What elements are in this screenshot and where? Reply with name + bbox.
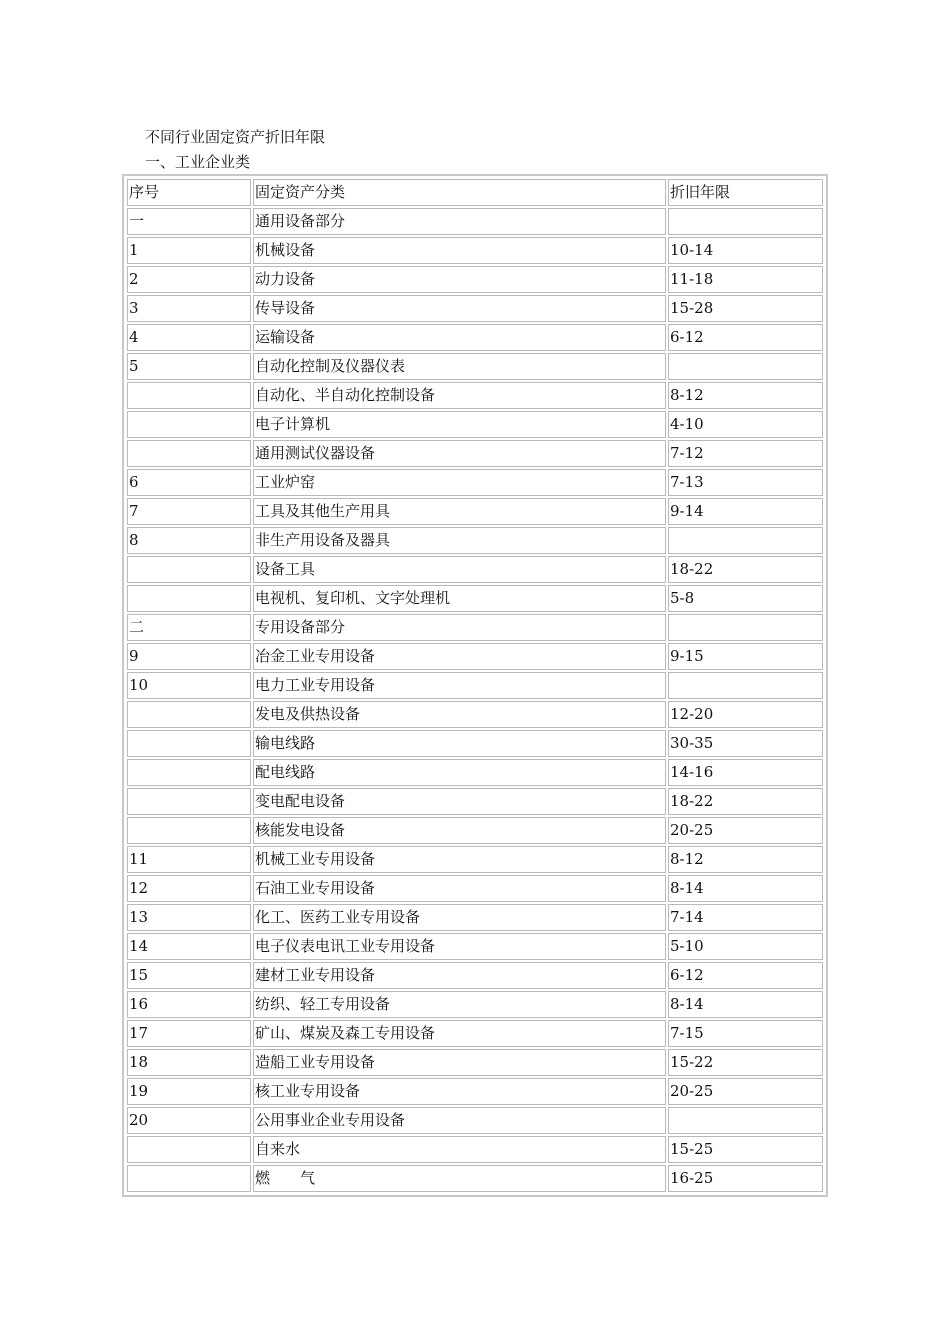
table-row: [127, 1078, 823, 1105]
seq-cell: 8: [127, 527, 251, 554]
category-cell: 自动化、半自动化控制设备: [253, 382, 666, 409]
years-cell: 5-8: [668, 585, 823, 612]
category-cell: 电力工业专用设备: [253, 672, 666, 699]
seq-cell: [127, 556, 251, 583]
category-cell: 自来水: [253, 1136, 666, 1163]
table-row: [127, 411, 823, 438]
years-cell: 15-28: [668, 295, 823, 322]
years-cell: 10-14: [668, 237, 823, 264]
table-row: [127, 469, 823, 496]
seq-cell: 4: [127, 324, 251, 351]
years-cell: 9-15: [668, 643, 823, 670]
table-row: [127, 730, 823, 757]
years-cell: [668, 353, 823, 380]
seq-cell: 10: [127, 672, 251, 699]
category-cell: 核能发电设备: [253, 817, 666, 844]
seq-cell: 11: [127, 846, 251, 873]
category-cell: 动力设备: [253, 266, 666, 293]
category-cell: 运输设备: [253, 324, 666, 351]
category-cell: 核工业专用设备: [253, 1078, 666, 1105]
seq-cell: 17: [127, 1020, 251, 1047]
years-cell: 7-12: [668, 440, 823, 467]
years-cell: 4-10: [668, 411, 823, 438]
category-cell: 电视机、复印机、文字处理机: [253, 585, 666, 612]
table-row: [127, 933, 823, 960]
seq-cell: 12: [127, 875, 251, 902]
seq-cell: [127, 411, 251, 438]
category-cell: 通用测试仪器设备: [253, 440, 666, 467]
category-cell: 电子仪表电讯工业专用设备: [253, 933, 666, 960]
seq-cell: 9: [127, 643, 251, 670]
table-row: [127, 701, 823, 728]
category-cell: 机械设备: [253, 237, 666, 264]
category-cell: 专用设备部分: [253, 614, 666, 641]
section-title: 一、工业企业类: [145, 153, 251, 171]
seq-cell: [127, 585, 251, 612]
table-row: [127, 1165, 823, 1192]
category-cell: 公用事业企业专用设备: [253, 1107, 666, 1134]
seq-cell: [127, 759, 251, 786]
category-cell: 造船工业专用设备: [253, 1049, 666, 1076]
years-cell: 6-12: [668, 324, 823, 351]
category-cell: 燃 气: [253, 1165, 666, 1192]
table-row: [127, 1136, 823, 1163]
header-category: 固定资产分类: [253, 179, 666, 206]
table-body: [127, 179, 823, 1192]
table-row: [127, 1107, 823, 1134]
category-cell: 自动化控制及仪器仪表: [253, 353, 666, 380]
years-cell: 18-22: [668, 556, 823, 583]
years-cell: [668, 208, 823, 235]
depreciation-table-frame: [122, 174, 828, 1197]
years-cell: 8-12: [668, 846, 823, 873]
table-row: [127, 498, 823, 525]
category-cell: 配电线路: [253, 759, 666, 786]
years-cell: 11-18: [668, 266, 823, 293]
category-cell: 冶金工业专用设备: [253, 643, 666, 670]
seq-cell: [127, 1165, 251, 1192]
years-cell: 8-14: [668, 875, 823, 902]
category-cell: 机械工业专用设备: [253, 846, 666, 873]
seq-cell: 13: [127, 904, 251, 931]
years-cell: 5-10: [668, 933, 823, 960]
years-cell: 20-25: [668, 1078, 823, 1105]
years-cell: 20-25: [668, 817, 823, 844]
seq-cell: 6: [127, 469, 251, 496]
years-cell: 14-16: [668, 759, 823, 786]
table-row: [127, 991, 823, 1018]
table-row: [127, 759, 823, 786]
table-header-row: [127, 179, 823, 206]
table-row: [127, 266, 823, 293]
seq-cell: [127, 788, 251, 815]
table-row: [127, 846, 823, 873]
seq-cell: 20: [127, 1107, 251, 1134]
years-cell: 7-13: [668, 469, 823, 496]
years-cell: 12-20: [668, 701, 823, 728]
category-cell: 矿山、煤炭及森工专用设备: [253, 1020, 666, 1047]
table-row: [127, 237, 823, 264]
seq-cell: [127, 701, 251, 728]
seq-cell: 18: [127, 1049, 251, 1076]
years-cell: 7-15: [668, 1020, 823, 1047]
table-row: [127, 382, 823, 409]
table-row: [127, 962, 823, 989]
category-cell: 电子计算机: [253, 411, 666, 438]
category-cell: 纺织、轻工专用设备: [253, 991, 666, 1018]
years-cell: 18-22: [668, 788, 823, 815]
category-cell: 设备工具: [253, 556, 666, 583]
header-years: 折旧年限: [668, 179, 823, 206]
table-row: [127, 817, 823, 844]
years-cell: [668, 1107, 823, 1134]
years-cell: 15-22: [668, 1049, 823, 1076]
years-cell: 6-12: [668, 962, 823, 989]
category-cell: 变电配电设备: [253, 788, 666, 815]
years-cell: 7-14: [668, 904, 823, 931]
table-row: [127, 672, 823, 699]
category-cell: 工具及其他生产用具: [253, 498, 666, 525]
table-row: [127, 904, 823, 931]
category-cell: 石油工业专用设备: [253, 875, 666, 902]
seq-cell: 14: [127, 933, 251, 960]
seq-cell: [127, 817, 251, 844]
seq-cell: 一: [127, 208, 251, 235]
years-cell: [668, 527, 823, 554]
header-seq: 序号: [127, 179, 251, 206]
seq-cell: [127, 1136, 251, 1163]
category-cell: 传导设备: [253, 295, 666, 322]
table-row: [127, 556, 823, 583]
table-row: [127, 324, 823, 351]
seq-cell: 15: [127, 962, 251, 989]
table-row: [127, 440, 823, 467]
depreciation-table: [125, 177, 825, 1194]
years-cell: 16-25: [668, 1165, 823, 1192]
seq-cell: 3: [127, 295, 251, 322]
seq-cell: 5: [127, 353, 251, 380]
seq-cell: 1: [127, 237, 251, 264]
seq-cell: 2: [127, 266, 251, 293]
page-title: 不同行业固定资产折旧年限: [145, 128, 326, 146]
table-row: [127, 1020, 823, 1047]
table-row: [127, 788, 823, 815]
category-cell: 输电线路: [253, 730, 666, 757]
table-row: [127, 353, 823, 380]
years-cell: [668, 614, 823, 641]
years-cell: [668, 672, 823, 699]
years-cell: 15-25: [668, 1136, 823, 1163]
table-row: [127, 295, 823, 322]
table-row: [127, 527, 823, 554]
seq-cell: 二: [127, 614, 251, 641]
table-row: [127, 614, 823, 641]
seq-cell: [127, 440, 251, 467]
seq-cell: 7: [127, 498, 251, 525]
years-cell: 30-35: [668, 730, 823, 757]
years-cell: 8-14: [668, 991, 823, 1018]
table-row: [127, 585, 823, 612]
table-row: [127, 643, 823, 670]
years-cell: 9-14: [668, 498, 823, 525]
category-cell: 非生产用设备及器具: [253, 527, 666, 554]
seq-cell: [127, 382, 251, 409]
table-row: [127, 208, 823, 235]
category-cell: 发电及供热设备: [253, 701, 666, 728]
category-cell: 通用设备部分: [253, 208, 666, 235]
category-cell: 化工、医药工业专用设备: [253, 904, 666, 931]
category-cell: 工业炉窑: [253, 469, 666, 496]
table-row: [127, 875, 823, 902]
category-cell: 建材工业专用设备: [253, 962, 666, 989]
table-row: [127, 1049, 823, 1076]
years-cell: 8-12: [668, 382, 823, 409]
seq-cell: 16: [127, 991, 251, 1018]
seq-cell: 19: [127, 1078, 251, 1105]
seq-cell: [127, 730, 251, 757]
